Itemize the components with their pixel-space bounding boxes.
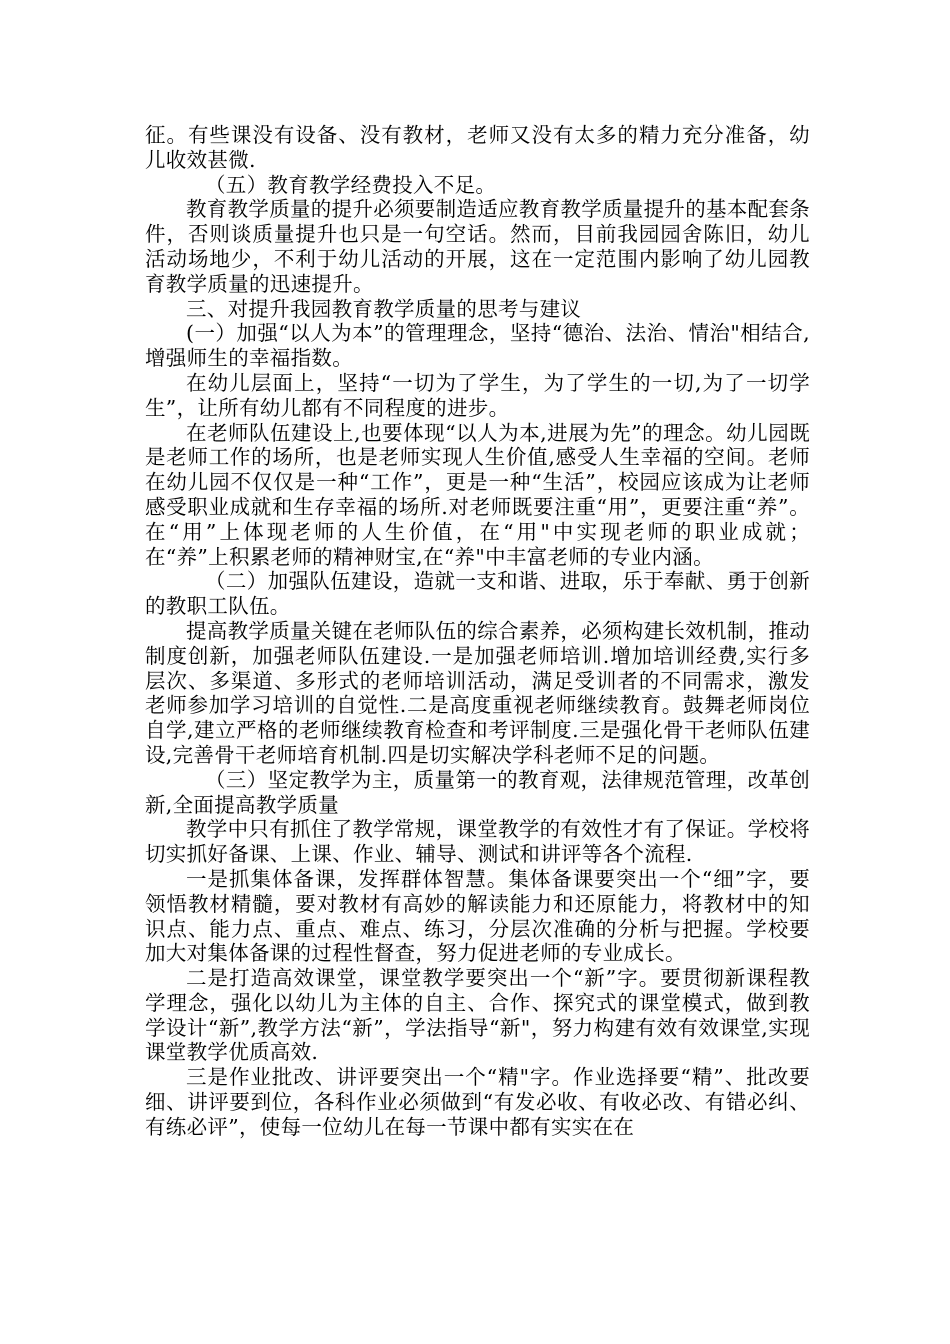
paragraph-12: 一是抓集体备课，发挥群体智慧。集体备课要突出一个“细”字，要领悟教材精髓，要对教材有高妙的解读能力和还原能力，将教材中的知识点、能力点、重点、难点、练习，分层次准确的分析与把握。学校要加大对集体备课的过程性督查，努力促进老师的专业成长。 (145, 866, 810, 966)
paragraph-1: 征。有些课没有设备、没有教材，老师又没有太多的精力充分准备，幼儿收效甚微. (145, 123, 810, 172)
paragraph-11: 教学中只有抓住了教学常规，课堂教学的有效性才有了保证。学校将切实抓好备课、上课、作业、辅导、测试和讲评等各个流程. (145, 817, 810, 867)
paragraph-13: 二是打造高效课堂，课堂教学要突出一个“新”字。要贯彻新课程教学理念，强化以幼儿为主体的自主、合作、探究式的课堂模式，做到教学设计“新”,教学方法“新”，学法指导“新"，努力构建有效有效课堂,实现课堂教学优质高效. (145, 966, 810, 1065)
paragraph-6: 在幼儿层面上，坚持“一切为了学生，为了学生的一切,为了一切学生”，让所有幼儿都有不同程度的进步。 (145, 370, 810, 420)
section-heading-3: 三、对提升我园教育教学质量的思考与建议 (186, 296, 582, 321)
subsection-heading-1: (一）加强“以人为本”的管理理念，坚持“德治、法治、情治"相结合,增强师生的幸福指数。 (145, 321, 810, 371)
subsection-heading-2: （二）加强队伍建设，造就一支和谐、进取，乐于奉献、勇于创新的教职工队伍。 (145, 569, 810, 619)
section-heading-5: （五）教育教学经费投入不足。 (205, 172, 497, 197)
document-page (145, 123, 810, 1140)
paragraph-3: 教育教学质量的提升必须要制造适应教育教学质量提升的基本配套条件，否则谈质量提升也只是一句空话。然而，目前我园园舍陈旧，幼儿活动场地少，不利于幼儿活动的开展，这在一定范围内影响了幼儿园教育教学质量的迅速提升。 (145, 197, 810, 296)
subsection-heading-3: （三）坚定教学为主，质量第一的教育观，法律规范管理，改革创新,全面提高教学质量 (145, 767, 810, 817)
paragraph-7: 在老师队伍建设上,也要体现“以人为本,进展为先”的理念。幼儿园既是老师工作的场所，也是老师实现人生价值,感受人生幸福的空间。老师在幼儿园不仅仅是一种“工作”，更是一种“生活”，校园应该成为让老师感受职业成就和生存幸福的场所.对老师既要注重“用”，更要注重“养”。在“用”上体现老师的人生价值，在“用"中实现老师的职业成就；在“养”上积累老师的精神财宝,在“养"中丰富老师的专业内涵。 (145, 420, 810, 569)
paragraph-14: 三是作业批改、讲评要突出一个“精"字。作业选择要“精”、批改要细、讲评要到位，各科作业必须做到“有发必收、有收必改、有错必纠、有练必评”，使每一位幼儿在每一节课中都有实实在在 (145, 1065, 810, 1139)
paragraph-9: 提高教学质量关键在老师队伍的综合素养，必须构建长效机制，推动制度创新，加强老师队伍建设.一是加强老师培训.增加培训经费,实行多层次、多渠道、多形式的老师培训活动，满足受训者的不同需求，激发老师参加学习培训的自觉性.二是高度重视老师继续教育。鼓舞老师岗位自学,建立严格的老师继续教育检查和考评制度.三是强化骨干老师队伍建设,完善骨干老师培育机制.四是切实解决学科老师不足的问题。 (145, 618, 810, 767)
